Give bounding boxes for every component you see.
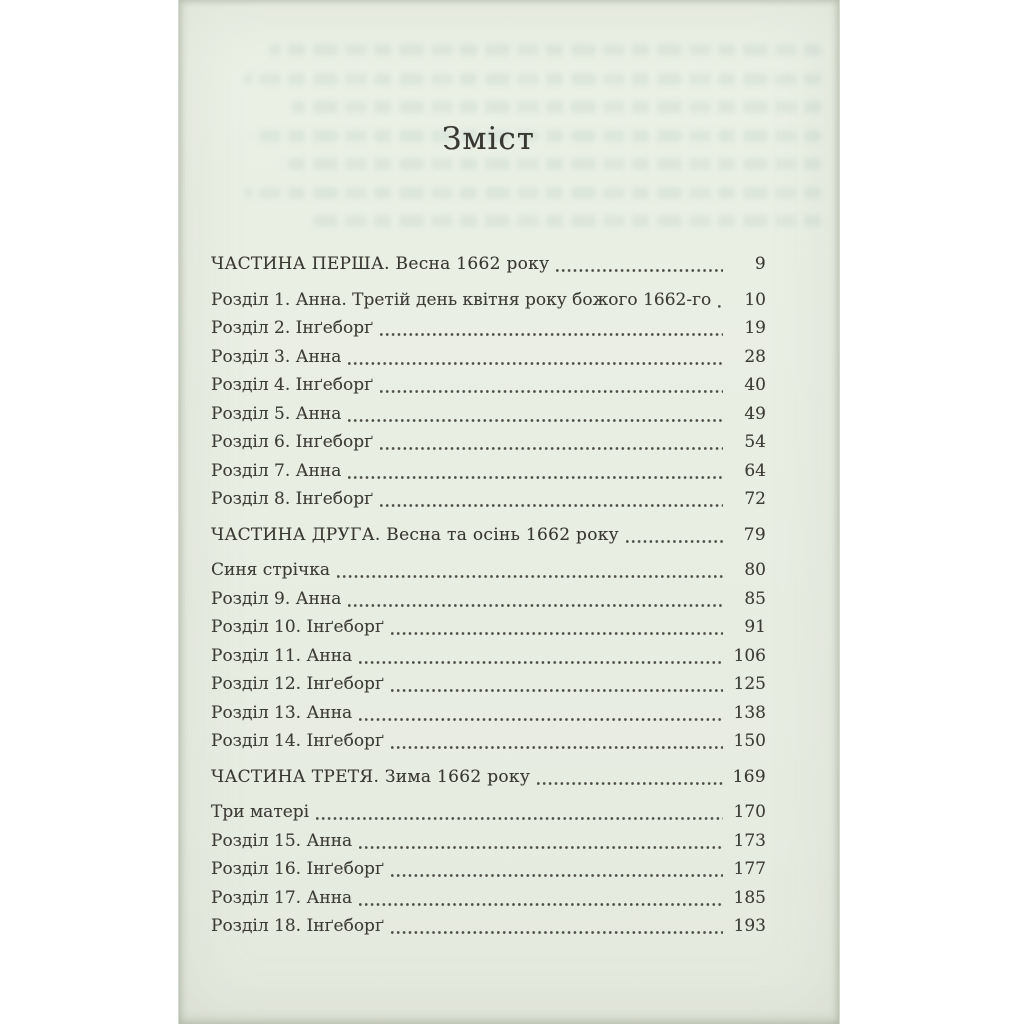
dot-leader (384, 613, 728, 642)
scanned-book-page (178, 0, 840, 1024)
section-heading-label: ЧАСТИНА ПЕРША. Весна 1662 року (211, 254, 550, 274)
dot-leader (352, 827, 728, 856)
toc-entry (211, 613, 766, 642)
entry-label: Розділ 3. Анна (211, 346, 342, 367)
show-through-line (245, 73, 821, 85)
toc-entry (211, 642, 766, 671)
page-number: 85 (744, 588, 766, 609)
section-heading-label: ЧАСТИНА ДРУГА. Весна та осінь 1662 року (211, 524, 619, 545)
show-through-line (245, 187, 821, 199)
entry-label: Три матері (211, 802, 310, 822)
toc-section-heading (211, 763, 766, 792)
toc-entry (211, 556, 766, 585)
dot-leader (373, 485, 728, 514)
dot-leader (530, 763, 728, 792)
toc-section (211, 763, 766, 941)
dot-leader (384, 727, 728, 756)
page-number: 150 (733, 731, 766, 751)
entry-label: Розділ 7. Анна (211, 460, 342, 481)
toc-entry (211, 912, 766, 941)
dot-leader (619, 521, 728, 550)
toc-section (211, 521, 766, 756)
toc-list (211, 250, 766, 941)
dot-leader (352, 642, 728, 671)
page-number: 19 (744, 318, 766, 338)
page-number: 54 (744, 432, 766, 452)
page-number: 28 (744, 346, 766, 367)
dot-leader (341, 457, 728, 486)
dot-leader (341, 343, 728, 372)
show-through-line (292, 101, 821, 113)
dot-leader (341, 585, 728, 614)
entry-label: Розділ 17. Анна (211, 887, 353, 908)
entry-label: Розділ 10. Інґеборґ (211, 617, 384, 637)
page-number: 40 (744, 375, 766, 395)
dot-leader (384, 855, 728, 884)
toc-entry (211, 699, 766, 728)
dot-leader (384, 670, 728, 699)
toc-entry (211, 798, 766, 827)
toc-entry (211, 314, 766, 343)
page-number: 125 (733, 674, 766, 694)
dot-leader (330, 556, 728, 585)
page-number: 193 (733, 916, 766, 936)
page-number: 170 (733, 802, 766, 822)
dot-leader (309, 798, 728, 827)
dot-leader (373, 371, 728, 400)
toc-section-heading (211, 250, 766, 279)
page-number: 49 (744, 403, 766, 424)
toc-entry (211, 400, 766, 429)
page-number: 169 (732, 766, 766, 787)
dot-leader (352, 699, 728, 728)
page-number: 72 (744, 489, 766, 509)
dot-leader (341, 400, 728, 429)
entry-label: Розділ 12. Інґеборґ (211, 674, 384, 694)
page-number: 91 (744, 617, 766, 637)
page-number: 79 (743, 524, 766, 545)
toc-section (211, 250, 766, 514)
page-number: 106 (733, 645, 766, 666)
entry-label: Розділ 2. Інґеборґ (211, 318, 374, 338)
show-through-line (280, 158, 821, 170)
entry-label: Розділ 4. Інґеборґ (211, 375, 374, 395)
page-number: 10 (744, 289, 766, 310)
show-through-line (310, 215, 821, 227)
show-through-line (269, 44, 821, 56)
page-number: 64 (744, 460, 766, 481)
toc-entry (211, 343, 766, 372)
toc-entry (211, 884, 766, 913)
toc-entry (211, 371, 766, 400)
toc-entry (211, 827, 766, 856)
dot-leader (373, 428, 728, 457)
page-number: 9 (754, 254, 766, 274)
page-title: Зміст (442, 121, 535, 157)
page-number: 185 (733, 887, 766, 908)
toc-entry (211, 485, 766, 514)
toc-entry (211, 428, 766, 457)
entry-label: Розділ 18. Інґеборґ (211, 916, 384, 936)
page-number: 138 (733, 702, 766, 723)
entry-label: Розділ 6. Інґеборґ (211, 432, 374, 452)
toc-section-heading (211, 521, 766, 550)
dot-leader (549, 250, 728, 279)
entry-label: Розділ 8. Інґеборґ (211, 489, 374, 509)
dot-leader (352, 884, 728, 913)
section-heading-label: ЧАСТИНА ТРЕТЯ. Зима 1662 року (211, 766, 531, 787)
toc-entry (211, 457, 766, 486)
entry-label: Розділ 16. Інґеборґ (211, 859, 384, 879)
entry-label: Розділ 14. Інґеборґ (211, 731, 384, 751)
dot-leader (373, 314, 728, 343)
dot-leader (384, 912, 728, 941)
entry-label: Розділ 15. Анна (211, 830, 353, 851)
entry-label: Розділ 13. Анна (211, 702, 353, 723)
toc-entry (211, 670, 766, 699)
dot-leader (711, 286, 728, 315)
entry-label: Синя стрічка (211, 560, 331, 580)
toc-entry (211, 585, 766, 614)
entry-label: Розділ 9. Анна (211, 588, 342, 609)
entry-label: Розділ 5. Анна (211, 403, 342, 424)
toc-entry (211, 286, 766, 315)
entry-label: Розділ 11. Анна (211, 645, 353, 666)
page-number: 173 (733, 830, 766, 851)
entry-label: Розділ 1. Анна. Третій день квітня року божого 1662-го (211, 289, 712, 310)
toc-entry (211, 727, 766, 756)
page-number: 80 (744, 560, 766, 580)
toc-entry (211, 855, 766, 884)
page-number: 177 (733, 859, 766, 879)
